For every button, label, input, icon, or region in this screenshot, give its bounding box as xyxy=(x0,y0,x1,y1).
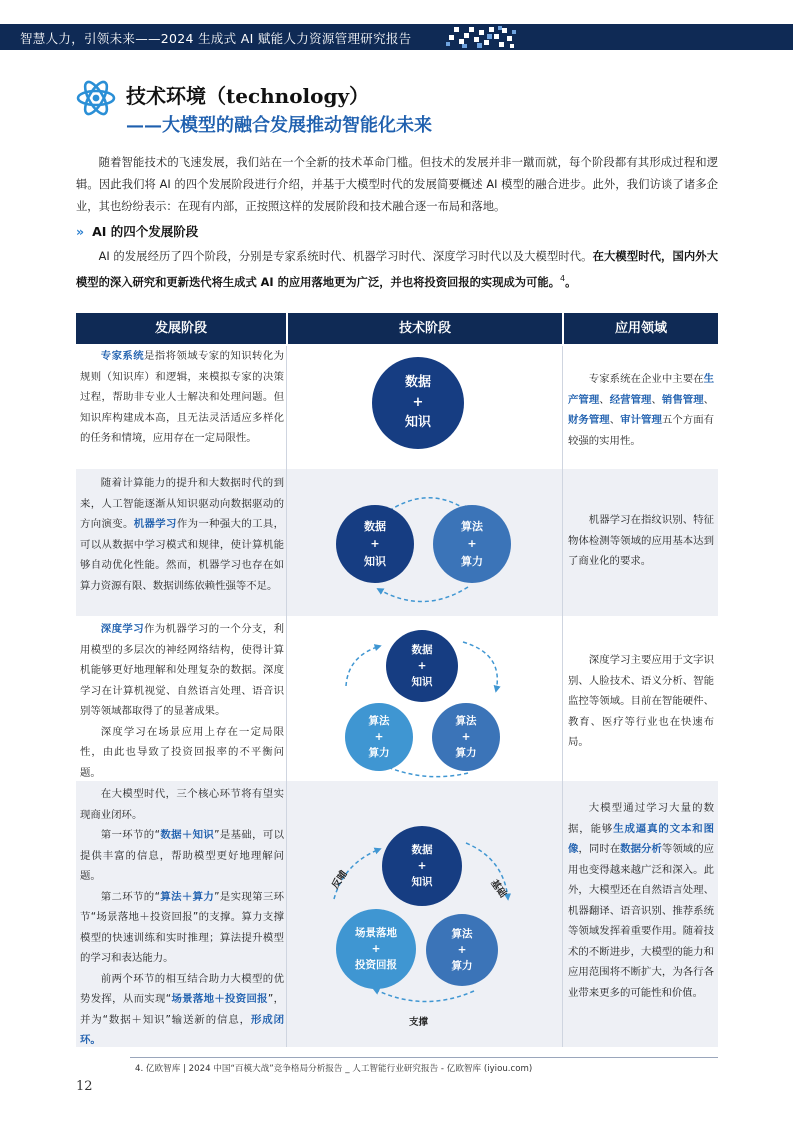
term-machine-learning: 机器学习 xyxy=(133,518,177,530)
app-text: 深度学习主要应用于文字识别、人脸技术、语义分析、智能监控等领域。目前在智能硬件、教育、医疗等行业也在快速布局。 xyxy=(568,654,714,748)
subsection-title: AI 的四个发展阶段 xyxy=(92,224,199,239)
circle-line: 算力 xyxy=(368,747,390,760)
description-text: 第二环节的“ xyxy=(100,890,160,903)
data-knowledge-circle xyxy=(382,826,462,906)
circle-line: + xyxy=(374,730,384,743)
circle-line: 数据 xyxy=(364,520,386,534)
algorithm-compute-circle xyxy=(426,914,498,986)
circle-line: + xyxy=(457,943,467,956)
description-text: 作为一种强大的工具，可以从数据中学习模式和规律，使计算机能够自动优化性能。然而，机器学习也存在如算力资源有限、数据训练依赖性强等不足。 xyxy=(80,518,285,592)
table-row-large-model xyxy=(76,781,718,1047)
label-basis: 基础 xyxy=(488,877,509,900)
algorithm-compute-circle xyxy=(345,703,413,771)
subsection-paragraph xyxy=(76,246,718,294)
section-title: 技术环境（technology） xyxy=(126,84,370,108)
term-expert-system: 专家系统 xyxy=(100,350,144,362)
data-knowledge-circle xyxy=(386,630,458,702)
body-bold-text: 在大模型时代，国内外大模型的深入研究和更新迭代将生成式 AI 的应用落地更为广泛，并也将投资回报的实现成为可能。 xyxy=(76,250,718,289)
circle-line: 数据 xyxy=(404,374,431,390)
app-separator: 、 xyxy=(599,393,610,406)
app-text: ，同时在 xyxy=(578,843,621,855)
app-highlight: 财务管理 xyxy=(568,414,610,426)
circle-line: 算法 xyxy=(368,714,390,727)
subsection-heading xyxy=(76,222,198,240)
page-number: 12 xyxy=(76,1079,93,1094)
section-subtitle: ——大模型的融合发展推动智能化未来 xyxy=(126,115,432,136)
stage-description xyxy=(80,346,284,449)
table-row-expert-system xyxy=(76,346,718,469)
data-knowledge-circle xyxy=(372,357,464,449)
circle-line: + xyxy=(467,537,477,551)
circle-line: 投资回报 xyxy=(355,959,397,972)
pixel-pattern-decoration xyxy=(402,24,522,50)
body-end: 。 xyxy=(565,275,577,289)
application-description xyxy=(568,510,714,572)
table-row-deep-learning xyxy=(76,616,718,781)
app-highlight: 生成逼真的文本和图像 xyxy=(568,822,714,855)
term-scene-roi: 场景落地＋投资回报 xyxy=(171,993,268,1005)
header-application: 应用领域 xyxy=(614,321,667,336)
header-title: 智慧人力，引领未来——2024 生成式 AI 赋能人力资源管理研究报告 xyxy=(20,31,412,46)
circle-line: 知识 xyxy=(411,676,433,689)
description-text: 在大模型时代，三个核心环节将有望实现商业闭环。 xyxy=(80,788,284,821)
table-header-row xyxy=(76,313,718,344)
circle-line: 数据 xyxy=(411,643,433,656)
app-separator: 、 xyxy=(651,393,662,406)
column-divider xyxy=(286,346,287,469)
body-plain-text: AI 的发展经历了四个阶段，分别是专家系统时代、机器学习时代、深度学习时代以及大模型时代。 xyxy=(98,250,593,263)
footnote: 4. 亿欧智库 | 2024 中国“百模大战”竞争格局分析报告 _ 人工智能行业研究报告 - 亿欧智库 (iyiou.com) xyxy=(135,1064,533,1074)
description-text: ”是实现第三环节“场景落地＋投资回报”的支撑。算力支撑模型的快速训练和实时推理；算法提升模型的学习和表达能力。 xyxy=(80,890,284,964)
description-text: 第一环节的“ xyxy=(100,829,160,841)
app-text: 专家系统在企业中主要在 xyxy=(588,373,704,385)
app-highlight: 经营管理 xyxy=(609,393,652,406)
header-stage: 发展阶段 xyxy=(154,321,207,336)
app-highlight: 生产管理 xyxy=(568,373,714,406)
term-deep-learning: 深度学习 xyxy=(100,623,144,635)
circle-line: 数据 xyxy=(411,843,433,856)
table-row-machine-learning xyxy=(76,469,718,616)
app-text: 大模型通过学习大量的数据，能够 xyxy=(568,802,714,835)
app-highlight: 销售管理 xyxy=(661,393,704,406)
circle-line: 算力 xyxy=(455,747,477,760)
algorithm-compute-circle xyxy=(433,505,511,583)
header-bar xyxy=(0,24,793,50)
term-data-knowledge: 数据＋知识 xyxy=(159,829,215,841)
circle-line: 知识 xyxy=(411,876,433,889)
application-description xyxy=(568,650,714,753)
circle-line: 场景落地 xyxy=(355,926,397,939)
description-text: 前两个环节的相互结合助力大模型的优势发挥，从而实现“ xyxy=(80,972,284,1005)
description-text: 作为机器学习的一个分支，利用模型的多层次的神经网络结构，使得计算机能够更好地理解和处理复杂的数据。深度学习在计算机视觉、自然语言处理、语音识别等领域都取得了的显著成果。 xyxy=(80,623,284,717)
description-text: ”是基础，可以提供丰富的信息，帮助模型更好地理解问题。 xyxy=(80,829,284,882)
circle-line: 算力 xyxy=(451,960,473,973)
circle-line: 知识 xyxy=(404,415,431,431)
description-text: 是指将领域专家的知识转化为规则（知识库）和逻辑，来模拟专家的决策过程，帮助非专业人士解决和处理问题。但知识库构建成本高，且无法灵活适应多样化的任务和情境，应用存在一定局限性。 xyxy=(80,350,284,444)
description-text: 随着计算能力的提升和大数据时代的到来，人工智能逐渐从知识驱动向数据驱动的方向演变。 xyxy=(80,477,284,530)
application-description xyxy=(568,369,714,451)
footnote-divider xyxy=(130,1057,718,1058)
circle-line: + xyxy=(417,659,427,672)
app-separator: 、 xyxy=(609,414,621,426)
double-chevron-icon: » xyxy=(76,224,85,239)
intro-paragraph: 随着智能技术的飞速发展，我们站在一个全新的技术革命门槛。但技术的发展并非一蹴而就，每个阶段都有其形成过程和逻辑。因此我们将 AI 的四个发展阶段进行介绍，并基于大模型时代的发展简要概述 AI 模型的融合进步。此外，我们访谈了诸多企业，其也纷纷表示：在现有内部，正按照这样的发展阶段和技术融合逐一布局和落地。 xyxy=(76,156,718,213)
app-text: 等领域的应用也变得越来越广泛和深入。此外，大模型还在自然语言处理、机器翻译、语音识别、推荐系统等领域发挥着重要作用。随着技术的不断进步，大模型的能力和应用范围将不断扩大，为各行各业带来更多的可能性和价值。 xyxy=(568,843,715,999)
circle-line: + xyxy=(417,859,427,872)
header-tech: 技术阶段 xyxy=(398,321,451,336)
app-text: 五个方面有较强的实用性。 xyxy=(568,414,715,447)
description-text: ”，并为“数据＋知识”输送新的信息， xyxy=(80,993,285,1026)
app-text: 机器学习在指纹识别、特征物体检测等领域的应用基本达到了商业化的要求。 xyxy=(568,514,714,567)
circle-line: + xyxy=(371,942,381,955)
data-knowledge-circle xyxy=(336,505,414,583)
atom-icon xyxy=(76,78,116,118)
label-feedback: 反哺 xyxy=(329,868,350,891)
scene-roi-circle xyxy=(336,909,416,989)
circle-line: 知识 xyxy=(364,554,386,568)
app-highlight: 数据分析 xyxy=(620,843,662,855)
term-algorithm-compute: 算法＋算力 xyxy=(159,890,215,903)
circle-line: 算法 xyxy=(451,927,473,940)
circle-line: 算法 xyxy=(461,520,483,534)
app-highlight: 审计管理 xyxy=(620,414,662,426)
circle-line: + xyxy=(412,394,424,410)
application-description xyxy=(568,798,714,1003)
circle-line: + xyxy=(370,537,380,551)
app-separator: 、 xyxy=(703,393,715,406)
label-support: 支撑 xyxy=(409,1017,429,1028)
description-text: 深度学习在场景应用上存在一定局限性，由此也导致了投资回报率的不平衡问题。 xyxy=(80,725,284,779)
column-divider xyxy=(562,346,563,469)
term-closed-loop: 形成闭环。 xyxy=(80,1013,284,1046)
footnote-ref: 4 xyxy=(560,274,566,283)
circle-line: 算力 xyxy=(461,554,483,568)
circle-line: + xyxy=(461,730,471,743)
circle-line: 算法 xyxy=(455,714,477,727)
algorithm-compute-circle xyxy=(432,703,500,771)
